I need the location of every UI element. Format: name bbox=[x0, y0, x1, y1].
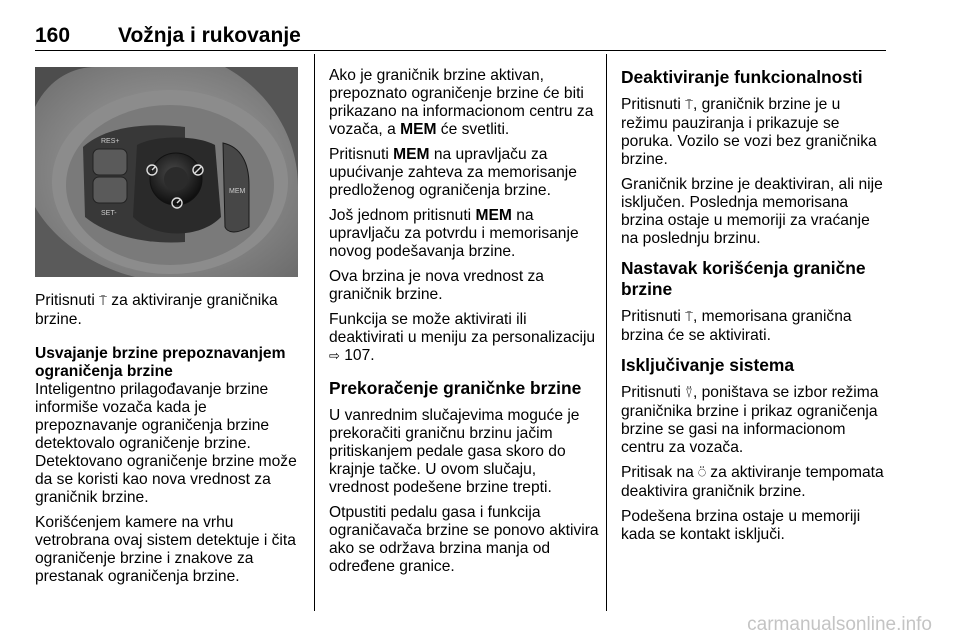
paragraph: Pritisnuti ⍑, graničnik brzine je u režimu pauziranja i prikazuje se poruka. Vozilo se vozi bez graničnika brzine. bbox=[621, 96, 877, 168]
paragraph: Pritisnuti ⍑, memorisana granična brzina će se aktivirati. bbox=[621, 308, 852, 344]
set-button bbox=[93, 177, 127, 203]
set-label: SET- bbox=[101, 210, 117, 217]
mem-label: MEM bbox=[229, 188, 246, 195]
paragraph: Otpustiti pedalu gasa i funkcija ograničavača brzine se ponovo aktivira ako se održava brzina manja od određene granice. bbox=[329, 504, 599, 575]
steering-wheel-illustration bbox=[35, 67, 298, 277]
column-divider bbox=[606, 54, 607, 611]
paragraph: Korišćenjem kamere na vrhu vetrobrana ovaj sistem detektuje i čita ograničenje brzine i znakove za prestanak ograničenja brzine. bbox=[35, 514, 296, 585]
speed-limiter-icon: ⍑ bbox=[685, 310, 693, 325]
page-number: 160 bbox=[35, 24, 71, 47]
mem-text: MEM bbox=[393, 146, 430, 163]
section-heading: Prekoračenje graničnke brzine bbox=[329, 378, 582, 398]
paragraph: Funkcija se može aktivirati ili deaktivirati u meniju za personalizaciju ⇨ 107. bbox=[329, 311, 596, 364]
paragraph: Pritisnuti ⍑ za aktiviranje graničnika brzine. bbox=[35, 292, 278, 328]
paragraph: Podešena brzina ostaje u memoriji kada se kontakt isključi. bbox=[621, 508, 861, 543]
res-button bbox=[93, 149, 127, 175]
res-label: RES+ bbox=[101, 138, 120, 145]
speed-limiter-icon: ⍑ bbox=[99, 294, 107, 309]
mem-text: MEM bbox=[475, 207, 512, 224]
section-heading: Isključivanje sistema bbox=[621, 355, 795, 375]
paragraph: Inteligentno prilagođavanje brzine informiše vozača kada je prepoznavanje ograničenja brzine detektovalo ograničenje brzine. Detektovano ograničenje brzine može da se koristi kao nova vrednost za graničnik brzine. bbox=[35, 381, 297, 506]
paragraph: Pritisak na ⍥ za aktiviranje tempomata deaktivira graničnik brzine. bbox=[621, 464, 884, 500]
steering-wheel-figure bbox=[35, 67, 298, 277]
section-heading: Deaktiviranje funkcionalnosti bbox=[621, 67, 863, 87]
section-heading: Usvajanje brzine prepoznavanjem ograničenja brzine bbox=[35, 345, 286, 380]
speed-limiter-icon: ⍑ bbox=[685, 98, 693, 113]
paragraph: Još jednom pritisnuti MEM na upravljaču za potvrdu i memorisanje novog podešavanja brzine. bbox=[329, 207, 579, 260]
paragraph: Pritisnuti MEM na upravljaču za upućivanje zahteva za memorisanje predloženog ograničenja brzine. bbox=[329, 146, 577, 199]
mem-text: MEM bbox=[400, 121, 437, 138]
column-3 bbox=[621, 67, 889, 551]
column-2 bbox=[329, 67, 599, 583]
paragraph: U vanrednim slučajevima moguće je prekoračiti graničnu brzinu jačim pritiskanjem pedale gasa skoro do krajnje tačke. U ovom slučaju, vrednost podešene brzine trepti. bbox=[329, 407, 580, 496]
page-title: Vožnja i rukovanje bbox=[118, 24, 301, 47]
paragraph: Pritisnuti ⍢, poništava se izbor režima graničnika brzine i prikaz ograničenja brzine se gasi na informacionom centru za vozača. bbox=[621, 384, 879, 456]
column-divider bbox=[314, 54, 315, 611]
header-rule bbox=[35, 50, 886, 51]
limiter-off-icon: ⍢ bbox=[685, 386, 693, 401]
watermark: carmanualsonline.info bbox=[747, 614, 932, 635]
paragraph: Ako je graničnik brzine aktivan, prepoznato ograničenje brzine će biti prikazano na informacionom centru za vozača, a MEM će svetliti. bbox=[329, 67, 594, 138]
cruise-control-icon: ⍥ bbox=[698, 466, 706, 481]
page-reference-arrow-icon: ⇨ bbox=[329, 349, 340, 364]
section-heading: Nastavak korišćenja granične brzine bbox=[621, 258, 866, 299]
paragraph: Graničnik brzine je deaktiviran, ali nije isključen. Poslednja memorisana brzina ostaje u memoriji za vraćanje na poslednju brzinu. bbox=[621, 176, 883, 247]
column-1 bbox=[35, 292, 302, 593]
paragraph: Ova brzina je nova vrednost za graničnik brzine. bbox=[329, 268, 544, 303]
